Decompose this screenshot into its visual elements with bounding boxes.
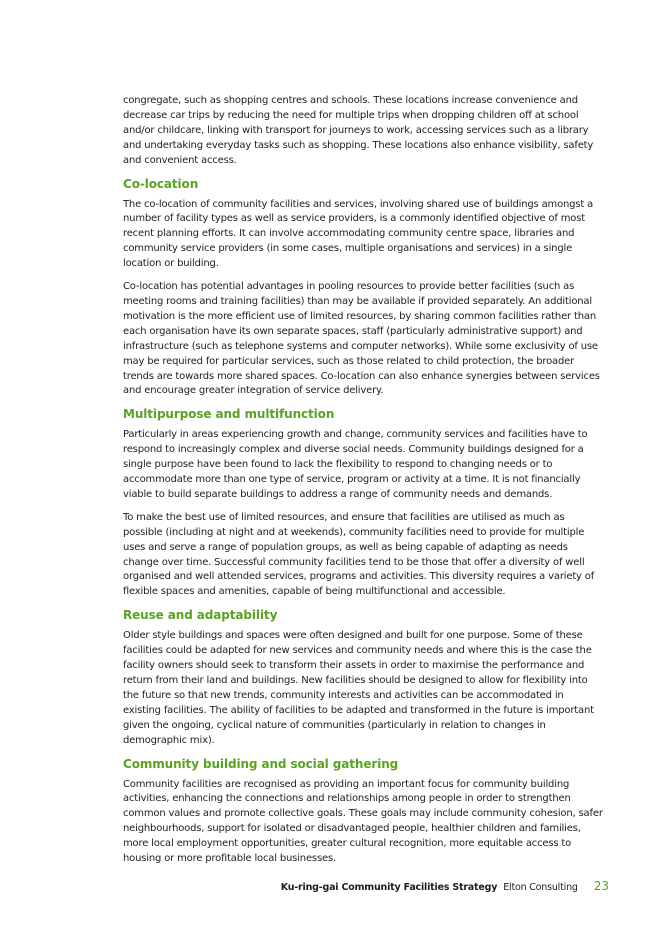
paragraph-community-building: Community facilities are recognised as providing an important focus for community building activities, enhancing the connections and relationships among people in order to strengthen common values and promote collective goals. These goals may include community cohesion, safer neighbourhoods, support for isolated or disadvantaged people, healthier children and families, more local employment opportunities, greater cultural recognition, more equitable access to housing or more profitable local businesses.: [123, 778, 603, 865]
paragraph-intro: congregate, such as shopping centres and schools. These locations increase convenience and decrease car trips by reducing the need for multiple trips when dropping children off at school and/or childcare, linking with transport for journeys to work, accessing services such as a library and undertaking everyday tasks such as shopping. These locations also enhance visibility, safety and convenient access.: [123, 95, 594, 166]
page-footer: [281, 879, 609, 893]
paragraph-multipurpose-1: Particularly in areas experiencing growth and change, community services and facilities have to respond to increasingly complex and diverse social needs. Community buildings designed for a single purpose have been found to lack the flexibility to respond to changing needs or to accommodate more than one type of service, program or activity at a time. It is not financially viable to build separate buildings to address a range of community needs and demands.: [123, 429, 588, 500]
footer-document-title: Ku-ring-gai Community Facilities Strategy: [280, 882, 498, 893]
heading-multipurpose: Multipurpose and multifunction: [123, 407, 335, 422]
heading-co-location: Co-location: [123, 176, 199, 191]
paragraph-co-location-2: Co-location has potential advantages in pooling resources to provide better facilities (such as meeting rooms and training facilities) than may be available if provided separately. An additional motivation is the more efficient use of limited resources, by sharing common facilities rather than each organisation have its own separate spaces, staff (particularly administrative support) and infrastructure (such as telephone systems and computer networks). While some exclusivity of use may be required for particular services, such as those related to child protection, the broader trends are towards more shared spaces. Co-location can also enhance synergies between services and encourage greater integration of service delivery.: [123, 281, 600, 397]
paragraph-co-location-1: The co-location of community facilities and services, involving shared use of buildings amongst a number of facility types as well as service providers, is a commonly identified objective of most recent planning efforts. It can involve accommodating community centre space, libraries and community service providers (in some cases, multiple organisations and services) in a single location or building.: [123, 198, 594, 270]
footer-company: Elton Consulting: [503, 882, 578, 893]
page-number: 23: [593, 879, 609, 893]
paragraph-multipurpose-2: To make the best use of limited resources, and ensure that facilities are utilised as much as possible (including at night and at weekends), community facilities need to provide for multiple uses and serve a range of population groups, as well as being capable of adapting as needs change over time. Successful community facilities tend to be those that offer a diversity of well organised and well attended services, programs and activities. This diversity requires a variety of flexible spaces and amenities, capable of being multifunctional and accessible.: [123, 511, 595, 598]
paragraph-reuse: Older style buildings and spaces were often designed and built for one purpose. Some of these facilities could be adapted for new services and community needs and where this is the case the facility owners should seek to transform their assets in order to maximise the performance and return from their land and buildings. New facilities should be designed to allow for flexibility into the future so that new trends, community interests and activities can be accommodated in existing facilities. The ability of facilities to be adapted and transformed in the future is important given the ongoing, cyclical nature of communities (particularly in relation to changes in demographic mix).: [123, 630, 594, 746]
page-content: [123, 94, 603, 875]
heading-reuse: Reuse and adaptability: [123, 608, 278, 623]
heading-community-building: Community building and social gathering: [123, 756, 399, 771]
